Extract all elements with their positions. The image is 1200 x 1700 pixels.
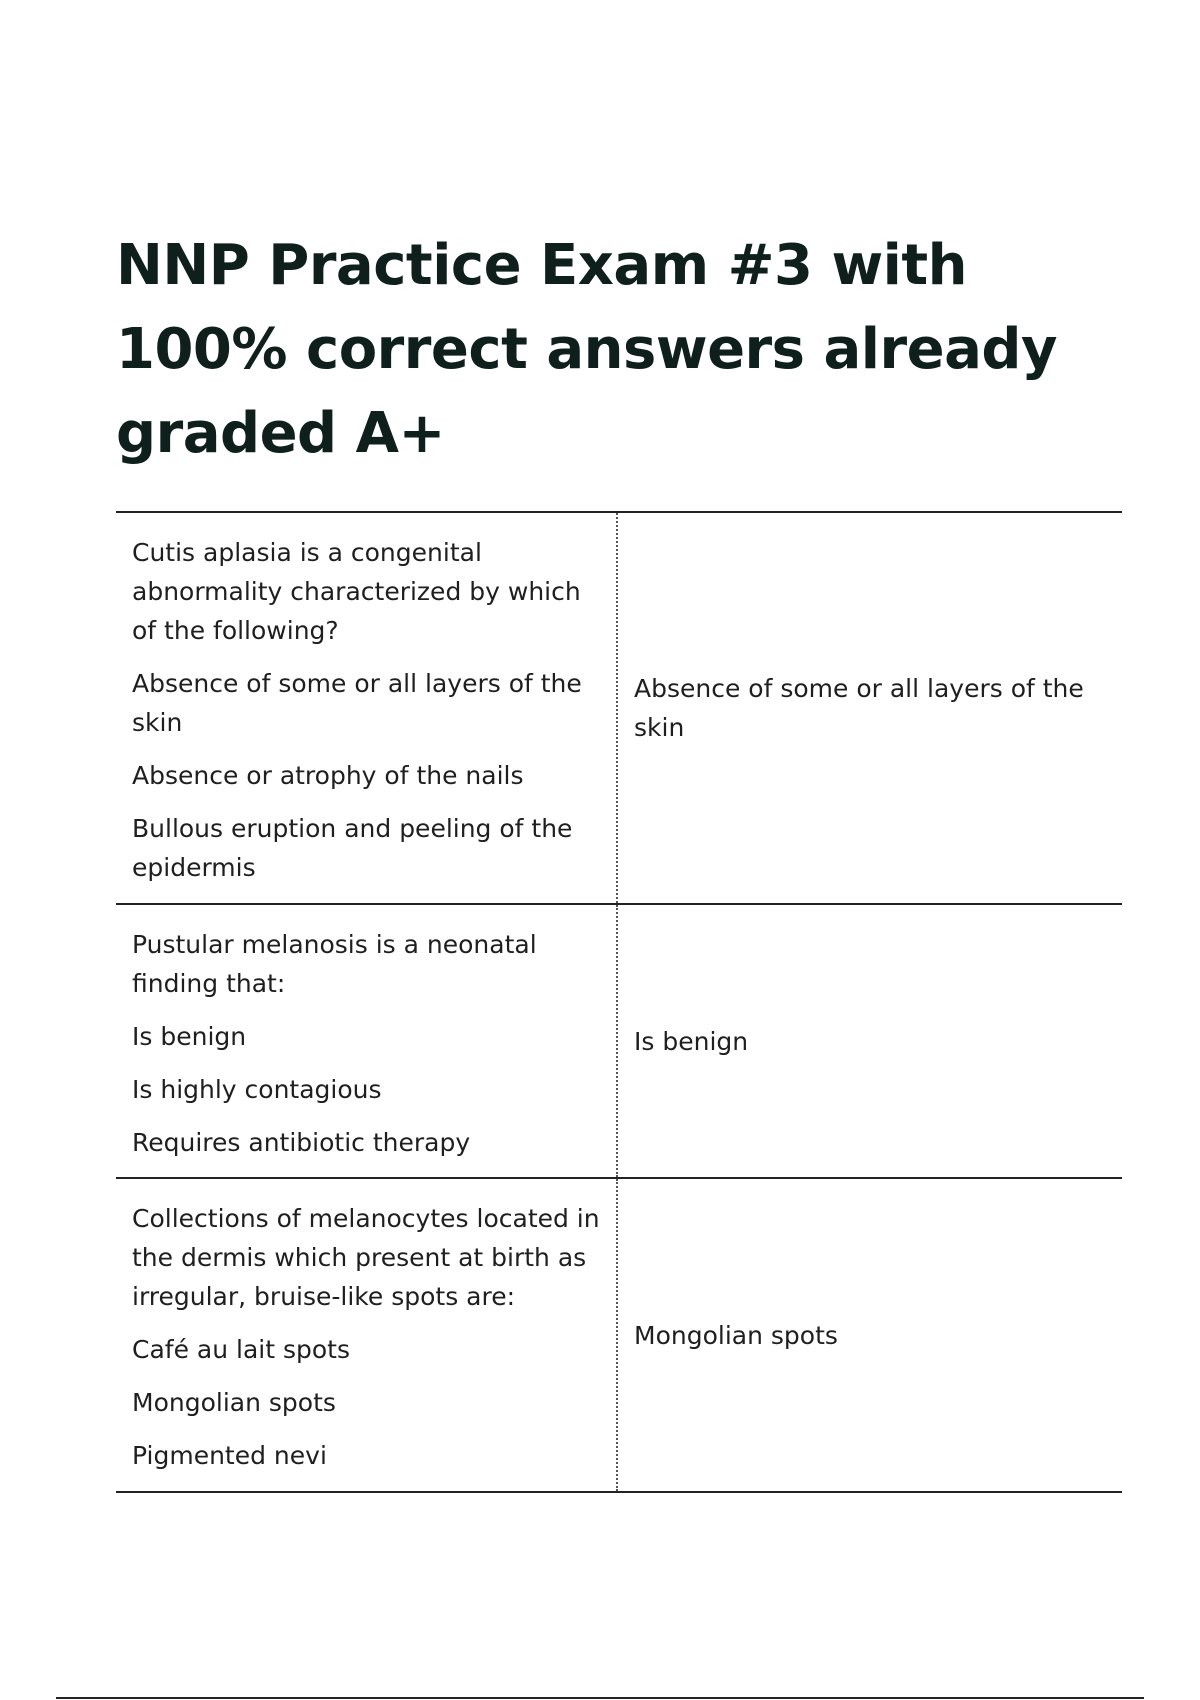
page-title: NNP Practice Exam #3 with 100% correct answers already graded A+ [116,233,1057,466]
answer-cell [618,513,1122,903]
answer-text: Absence of some or all layers of the skin [634,674,1084,742]
question-text: Collections of melanocytes located in the dermis which present at birth as irregular, bruise-like spots are: [132,1204,600,1311]
option-text: Is highly contagious [132,1075,382,1104]
option-text: Pigmented nevi [132,1441,327,1470]
qa-table [116,511,1122,1493]
table-row [116,513,1122,905]
option-text: Absence of some or all layers of the skin [132,669,582,737]
option-text: Mongolian spots [132,1388,336,1417]
option-text: Requires antibiotic therapy [132,1128,471,1157]
question-cell [116,905,618,1177]
question-text: Pustular melanosis is a neonatal finding that: [132,930,537,998]
question-text: Cutis aplasia is a congenital abnormality characterized by which of the following? [132,538,581,645]
question-cell [116,1179,618,1491]
footer-divider [56,1697,1144,1699]
table-row [116,905,1122,1179]
answer-text: Mongolian spots [634,1320,838,1350]
option-text: Absence or atrophy of the nails [132,761,524,790]
table-row [116,1179,1122,1493]
answer-cell [618,1179,1122,1491]
option-text: Bullous eruption and peeling of the epidermis [132,814,573,882]
answer-text: Is benign [634,1026,749,1056]
question-cell [116,513,618,903]
option-text: Café au lait spots [132,1335,350,1364]
option-text: Is benign [132,1022,247,1051]
answer-cell [618,905,1122,1177]
